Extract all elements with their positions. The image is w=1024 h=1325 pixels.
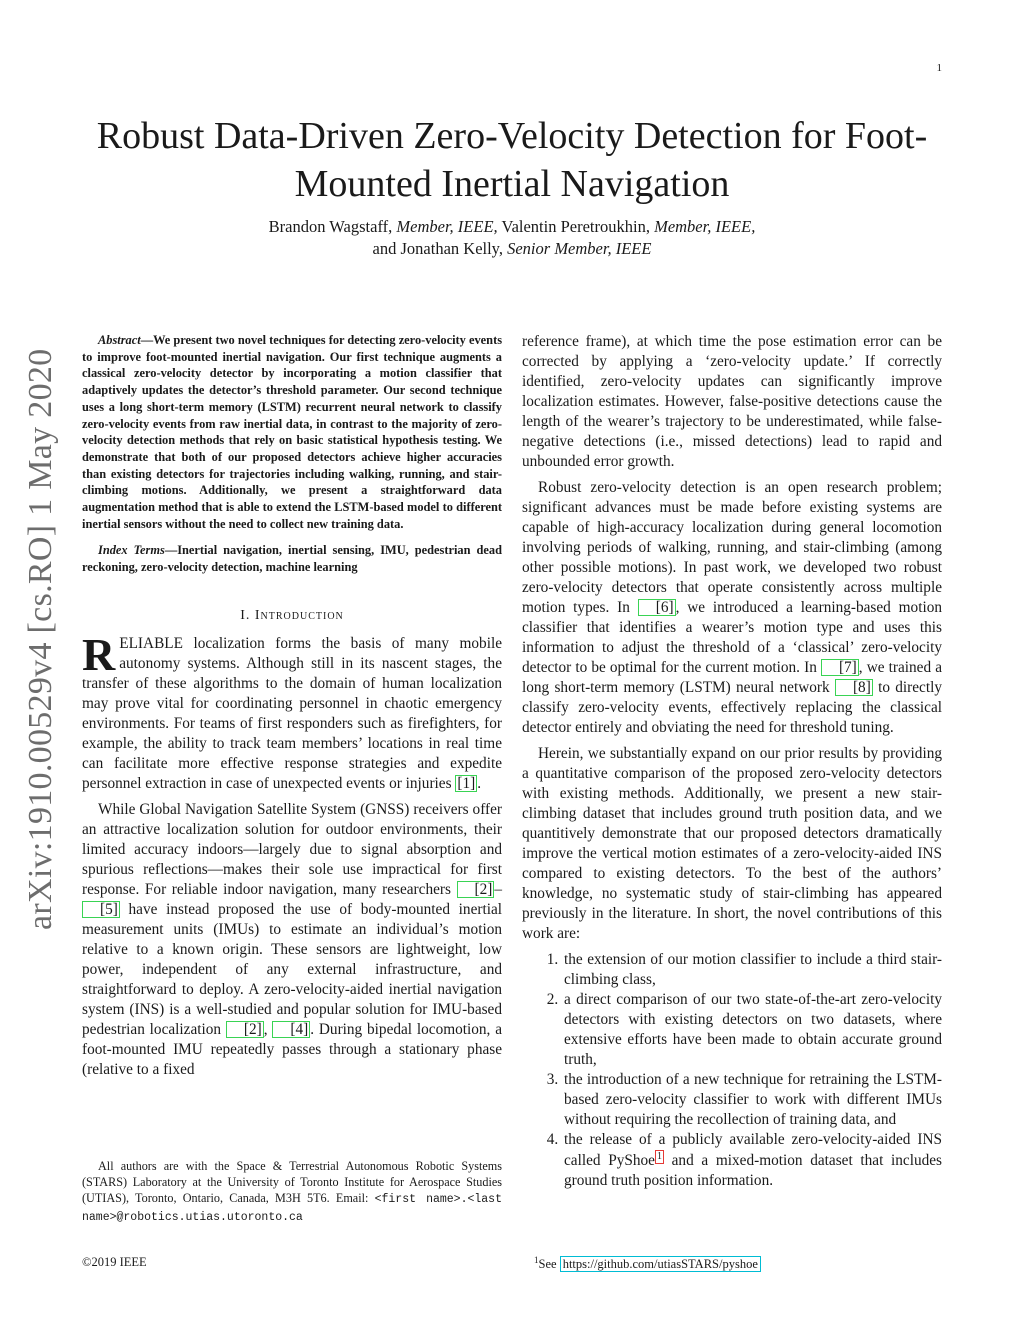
affiliation-text: All authors are with the Space & Terrestrial Autonomous Robotic Systems (STARS) Laboratory at the University of Toronto Institute for Aerospace Studies (UTIAS), Toronto, Ontario, Canada, M3H 5T6. Email: [82,1159,502,1205]
dropcap: R [82,628,116,680]
index-terms [82,542,502,575]
contribution-item: 1. the extension of our motion classifier to include a third stair-climbing class, [562,950,942,990]
contribution-item: 3. the introduction of a new technique for retraining the LSTM-based zero-velocity classifier to work with different IMUs without requiring the recollection of training data, and [562,1070,942,1130]
intro-p2-a: While Global Navigation Satellite System (GNSS) receivers offer an attractive localization solution for outdoor environments, their limited accuracy indoors—largely due to signal absorption and spurious reflections—makes their sole use impractical for first response. For reliable indoor navigation, many researchers [82,800,502,898]
intro-paragraph-2 [82,800,502,1080]
copyright-notice: ©2019 IEEE [82,1255,147,1269]
author-line-1 [80,216,944,238]
right-p2-c: , we trained a long short-term memory (LSTM) neural network [522,659,942,696]
index-terms-text: —Inertial navigation, inertial sensing, IMU, pedestrian dead reckoning, zero-velocity detection, machine learning [82,543,502,575]
footnote-label: See [538,1257,560,1272]
url-footnote [534,1255,761,1272]
right-p2-b: , we introduced a learning-based motion classifier that identifies a wearer’s motion type and uses this information to adjust the threshold of a ‘classical’ zero-velocity detector to be optimal for the current motion. In [522,599,942,676]
author-peretroukhin-role: Member, IEEE, [654,217,756,236]
footnote-marker-link[interactable]: 1 [656,1151,662,1162]
affiliation-email: <first name>.<last name>@robotics.utias.utoronto.ca [82,1193,502,1224]
abstract-lead: Abstract [98,333,141,347]
author-kelly-role: Senior Member, IEEE [507,239,652,258]
section-heading-introduction: I. Introduction [240,607,344,623]
citation-link[interactable]: [7] [821,659,859,676]
affiliation-footnote [82,1158,502,1226]
abstract [82,332,502,532]
page-number: 1 [936,62,942,74]
author-wagstaff-role: Member, IEEE, [396,217,498,236]
right-paragraph-2 [522,478,942,738]
author-line-2 [80,238,944,260]
contributions-list [522,950,942,1191]
contribution-item: 2. a direct comparison of our two state-of-the-art zero-velocity detectors with existing detectors on two datasets, where extensive efforts have been made to obtain accurate ground truth, [562,990,942,1070]
author-block [80,216,944,260]
author-wagstaff: Brandon Wagstaff, [268,217,397,236]
intro-p1-text: ELIABLE localization forms the basis of many mobile autonomy systems. Although still in its nascent stages, the transfer of these algorithms to the domain of human localization may prove vital for coordinating personnel in chaotic emergency environments. For teams of first responders such as firefighters, for example, the ability to track team members’ locations in real time can facilitate more effective response strategies and expedite personnel extraction in case of unexpected events or injuries [82,634,502,792]
contribution-4-b: and a mixed-motion dataset that includes ground truth position information. [564,1152,942,1190]
left-column [82,332,502,1086]
abstract-text: —We present two novel techniques for detecting zero-velocity events to improve foot-mounted inertial navigation. Our first technique augments a classical zero-velocity detector by incorporating a motion classifier that adaptively updates the detector’s threshold parameter. Our second technique uses a long short-term memory (LSTM) recurrent neural network to classify zero-velocity events from raw inertial data, in contrast to the majority of zero-velocity detection methods that rely on basic statistical hypothesis testing. We demonstrate that both of our proposed detectors achieve higher accuracies than existing detectors for trajectories including walking, running, and stair-climbing motions. Additionally, we present a straightforward data augmentation method that is able to extend the LSTM-based model to different inertial sensors without the need to collect new training data. [82,333,503,531]
citation-link[interactable]: [6] [638,599,676,616]
right-p2-a: Robust zero-velocity detection is an open research problem; significant advances must be made before existing systems are capable of high-accuracy localization during general locomotion involving periods of walking, running, and stair-climbing (among other possible motions). In past work, we developed two robust zero-velocity detectors that operate consistently across multiple motion types. In [522,479,942,616]
intro-p2-b: have instead proposed the use of body-mounted inertial measurement units (IMUs) to estimate an individual’s motion relative to a known origin. These sensors are lightweight, low power, independent of any external infrastructure, and straightforward to deploy. A zero-velocity-aided inertial navigation system (INS) is a well-studied and popular solution for IMU-based pedestrian localization [82,900,502,1038]
index-terms-lead: Index Terms [98,543,165,558]
citation-link[interactable]: [2] [226,1021,264,1038]
author-peretroukhin: Valentin Peretroukhin, [497,217,655,236]
right-paragraph-3: Herein, we substantially expand on our prior results by providing a quantitative comparison of the proposed zero-velocity detectors with existing methods. Additionally, we present a new stair-climbing dataset that includes ground truth position data, and we quantitively demonstrate that our proposed detectors dramatically improve the vertical motion estimates of a zero-velocity-aided INS compared to existing detectors. To the best of the authors’ knowledge, no systematic study of stair-climbing has appeared previously in the literature. In short, the novel contributions of this work are: [522,745,942,942]
contribution-4-a: the release of a publicly available zero-velocity-aided INS called PyShoe [564,1131,942,1170]
citation-link[interactable]: [1] [457,774,476,792]
citation-link[interactable]: [8] [835,679,873,696]
right-paragraph-1: reference frame), at which time the pose estimation error can be corrected by applying a ‘zero-velocity update.’ If correctly identified, zero-velocity updates can significantly improve localization estimates. However, false-positive detections cause the length of the wearer’s trajectory to be underestimated, while false-negative detections (i.e., missed detections) lead to rapid and unbounded error growth. [522,333,942,470]
contribution-item [562,1130,942,1191]
github-url-link[interactable]: https://github.com/utiasSTARS/pyshoe [560,1256,761,1272]
paper-title: Robust Data-Driven Zero-Velocity Detection for Foot-Mounted Inertial Navigation [96,115,928,205]
author-kelly: and Jonathan Kelly, [372,239,508,258]
citation-link[interactable]: [2] [457,881,495,898]
intro-p2-c: , [263,1020,273,1038]
intro-p2-d: . During bipedal locomotion, a foot-mounted IMU repeatedly passes through a stationary phase (relative to a fixed [82,1020,502,1078]
citation-link[interactable]: [5] [82,901,120,918]
arxiv-stamp: arXiv:1910.00529v4 [cs.RO] 1 May 2020 [22,348,59,930]
footnote-number: 1 [534,1255,539,1265]
right-p2-d: to directly classify zero-velocity events, effectively replacing the classical detector entirely and obviating the need for threshold tuning. [522,679,942,736]
intro-p1-end: . [477,774,482,792]
citation-link[interactable]: [4] [272,1021,310,1038]
intro-p2-dash: – [494,880,502,898]
right-column [522,332,942,1191]
intro-paragraph-1 [82,628,502,794]
